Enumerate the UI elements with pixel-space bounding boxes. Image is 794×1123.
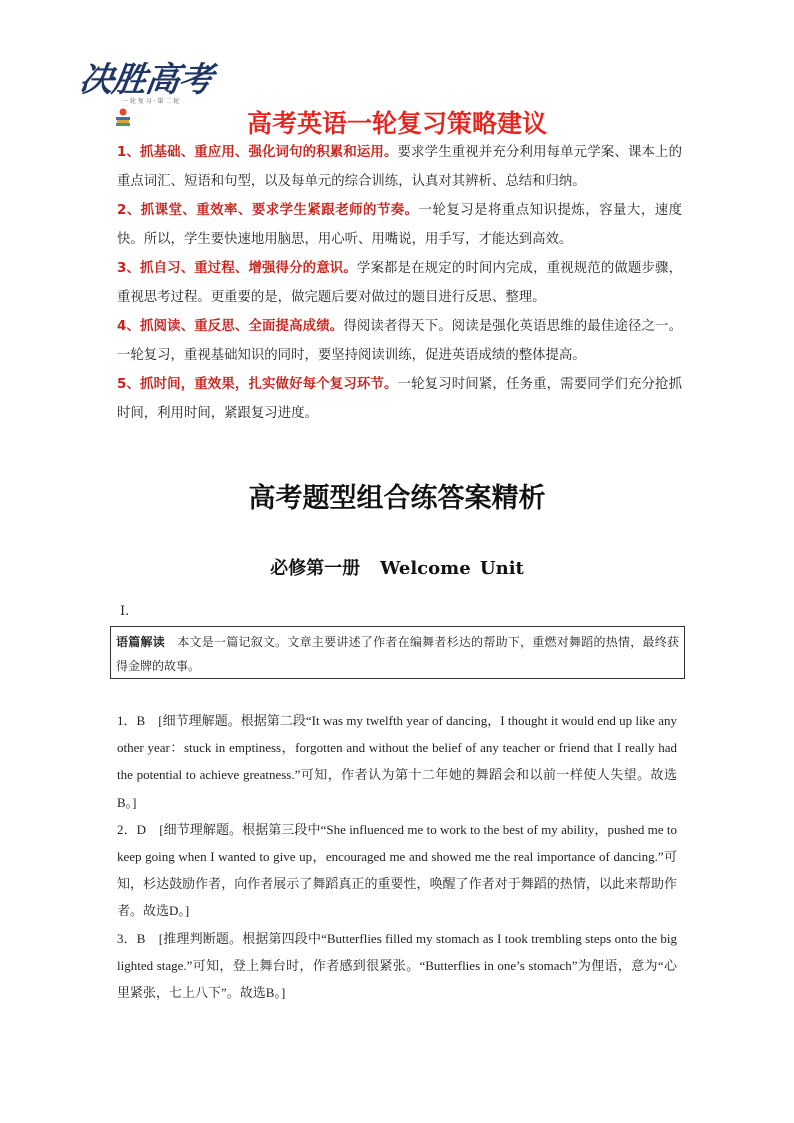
strategy-item <box>117 138 682 196</box>
strategy-text: 学案都是在规定的时间内完成，重视规范的做题步骤，重视思考过程。更重要的是，做完题后要对做过的题目进行反思、整理。 <box>117 261 682 305</box>
answer-item: 1．B [细节理解题。根据第二段“It was my twelfth year of dancing，I thought it would end up like any other year：stuck in emptiness，forgotten and without the belief of any teacher or friend that I really had the potential to achieve greatness.”可知，作者认为第十二年她的舞蹈会和以前一样使人失望。故选B。] <box>117 713 677 810</box>
strategy-item <box>117 312 682 370</box>
strategy-text: 要求学生重视并充分利用每单元学案、课本上的重点词汇、短语和句型，以及每单元的综合训练，认真对其辨析、总结和归纳。 <box>117 145 682 189</box>
strategy-item <box>117 196 682 254</box>
answer-item: 2．D [细节理解题。根据第三段中“She influenced me to work to the best of my ability，pushed me to keep going when I wanted to give up，encouraged me and showed me the real importance of dancing.”可知，杉达鼓励作者，向作者展示了舞蹈真正的重要性，唤醒了作者对于舞蹈的热情，以此来帮助作者。故选D。] <box>117 821 677 919</box>
page-title: 高考英语一轮复习策略建议 <box>246 109 547 138</box>
answer-list <box>117 707 677 1006</box>
logo-text: 决胜高考 <box>76 60 215 100</box>
summary-text: 本文是一篇记叙文。文章主要讲述了作者在编舞者杉达的帮助下，重燃对舞蹈的热情，最终获得金牌的故事。 <box>116 635 679 673</box>
summary-paragraph <box>116 630 679 678</box>
strategy-label: 3、抓自习、重过程、增强得分的意识。 <box>117 261 357 276</box>
summary-label: 语篇解读 <box>116 635 165 649</box>
strategy-text: 得阅读者得天下。阅读是强化英语思维的最佳途径之一。一轮复习，重视基础知识的同时，要坚持阅读训练，促进英语成绩的整体提高。 <box>117 319 682 363</box>
part-label: Ⅰ. <box>120 604 130 619</box>
strategy-text: 一轮复习是将重点知识提炼，容量大，速度快。所以，学生要快速地用脑思，用心听、用嘴说，用手写，才能达到高效。 <box>117 203 682 247</box>
strategy-label: 1、抓基础、重应用、强化词句的积累和运用。 <box>117 145 398 160</box>
strategy-text: 一轮复习时间紧，任务重，需要同学们充分抢抓时间，利用时间，紧跟复习进度。 <box>117 377 682 421</box>
answer-item: 3．B [推理判断题。根据第四段中“Butterflies filled my stomach as I took trembling steps onto the big lighted stage.”可知，登上舞台时，作者感到很紧张。“Butterflies in one’s stomach”为俚语，意为“心里紧张，七上八下”。故选B。] <box>117 930 677 1001</box>
strategy-item <box>117 254 682 312</box>
strategy-item <box>117 370 682 428</box>
logo-subtitle: 一 轮 复 习 · 第 二 轮 <box>122 98 180 105</box>
summary-box <box>110 626 685 679</box>
strategy-label: 2、抓课堂、重效率、要求学生紧跟老师的节奏。 <box>117 203 419 218</box>
section-title: 高考题型组合练答案精析 <box>248 483 546 514</box>
unit-name: Welcome Unit <box>380 558 524 579</box>
strategy-list <box>117 138 682 428</box>
book-name: 必修第一册 <box>270 558 361 579</box>
unit-title <box>0 554 794 580</box>
strategy-label: 5、抓时间，重效果，扎实做好每个复习环节。 <box>117 377 398 392</box>
strategy-label: 4、抓阅读、重反思、全面提高成绩。 <box>117 319 344 334</box>
